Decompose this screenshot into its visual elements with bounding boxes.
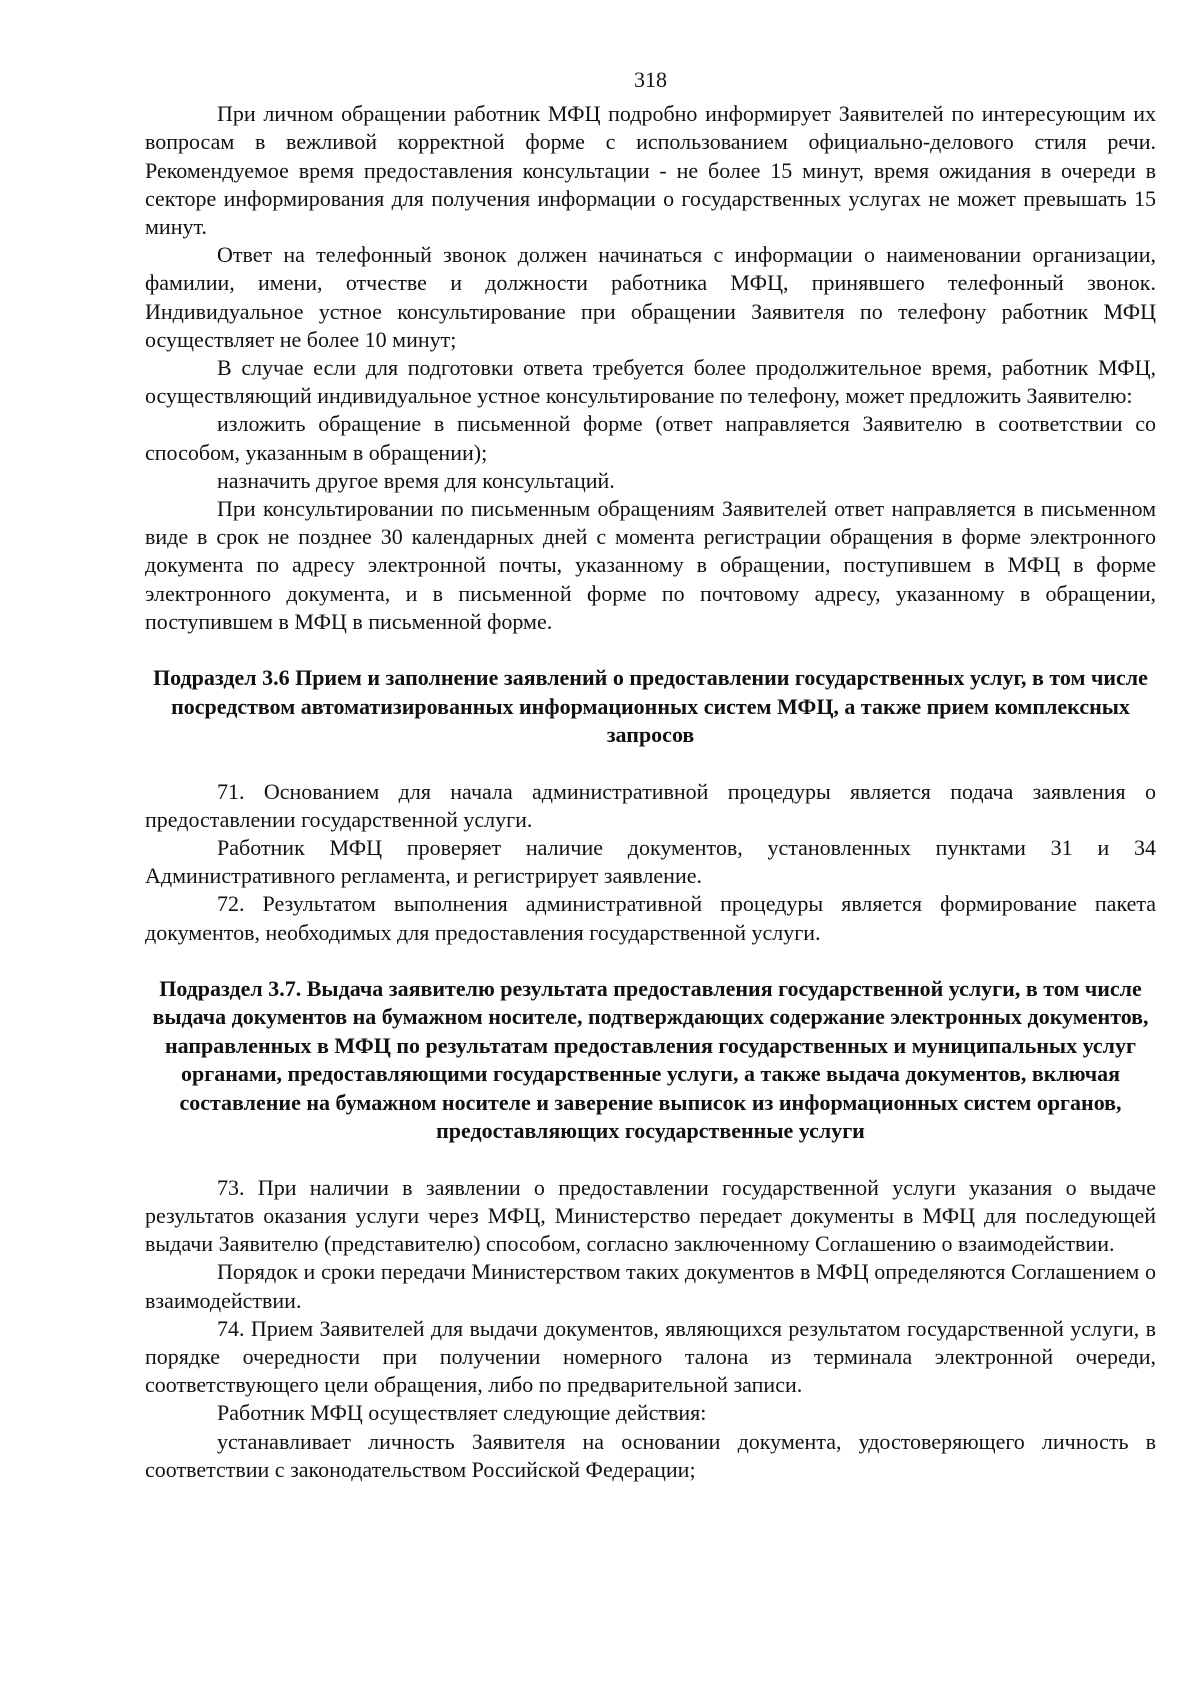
section-heading-3-6: Подраздел 3.6 Прием и заполнение заявлений о предоставлении государственных услуг, в том числе посредством автоматизированных информационных систем МФЦ, а также прием комплексных запросов — [153, 665, 1148, 748]
page-number: 318 — [634, 67, 667, 92]
section-heading-3-7: Подраздел 3.7. Выдача заявителю результата предоставления государственной услуги, в том числе выдача документов на бумажном носителе, подтверждающих содержание электронных документов, направленных в МФЦ по результатам предоставления государственных и муниципальных услуг органами, предоставляющими государственные услуги, а также выдача документов, включая составление на бумажном носителе и заверение выписок из информационных систем органов, предоставляющих государственные услуги — [152, 975, 1149, 1144]
paragraph-item-74: 74. Прием Заявителей для выдачи документов, являющихся результатом государственной услуги, в порядке очередности при получении номерного талона из терминала электронной очереди, соответствующего цели обращения, либо по предварительной записи. — [145, 1315, 1156, 1398]
paragraph-written-form-option: изложить обращение в письменной форме (ответ направляется Заявителю в соответствии со способом, указанным в обращении); — [145, 411, 1156, 465]
paragraph-actions-intro: Работник МФЦ осуществляет следующие действия: — [217, 1400, 707, 1426]
paragraph-identity-check: устанавливает личность Заявителя на основании документа, удостоверяющего личность в соответствии с законодательством Российской Федерации; — [145, 1428, 1156, 1482]
paragraph-written-requests: При консультировании по письменным обращениям Заявителей ответ направляется в письменном виде в срок не позднее 30 календарных дней с момента регистрации обращения в форме электронного документа по адресу электронной почты, указанному в обращении, поступившем в МФЦ в форме электронного документа, и в письменной форме по почтовому адресу, указанному в обращении, поступившем в МФЦ в письменной форме. — [145, 496, 1156, 634]
paragraph-phone-answer: Ответ на телефонный звонок должен начинаться с информации о наименовании организации, фамилии, имени, отчестве и должности работника МФЦ, принявшего телефонный звонок. Индивидуальное устное консультирование при обращении Заявителя по телефону работник МФЦ осуществляет не более 10 минут; — [145, 242, 1156, 352]
paragraph-item-71: 71. Основанием для начала административной процедуры является подача заявления о предоставлении государственной услуги. — [145, 778, 1156, 832]
paragraph-other-time-option: назначить другое время для консультаций. — [217, 467, 615, 493]
document-page — [145, 66, 1156, 1484]
paragraph-document-check: Работник МФЦ проверяет наличие документов, установленных пунктами 31 и 34 Административного регламента, и регистрирует заявление. — [145, 834, 1156, 889]
paragraph-longer-time: В случае если для подготовки ответа требуется более продолжительное время, работник МФЦ, осуществляющий индивидуальное устное консультирование по телефону, может предложить Заявителю: — [145, 355, 1156, 409]
paragraph-consultation-in-person: При личном обращении работник МФЦ подробно информирует Заявителей по интересующим их вопросам в вежливой корректной форме с использованием официально-делового стиля речи. Рекомендуемое время предоставления консультации - не более 15 минут, время ожидания в очереди в секторе информирования для получения информации о государственных услугах не может превышать 15 минут. — [145, 101, 1156, 240]
paragraph-item-73: 73. При наличии в заявлении о предоставлении государственной услуги указания о выдаче результатов оказания услуги через МФЦ, Министерство передает документы в МФЦ для последующей выдачи Заявителю (представителю) способом, согласно заключенному Соглашению о взаимодействии. — [145, 1174, 1156, 1257]
paragraph-item-72: 72. Результатом выполнения административной процедуры является формирование пакета документов, необходимых для предоставления государственной услуги. — [145, 891, 1156, 945]
paragraph-transfer-terms: Порядок и сроки передачи Министерством таких документов в МФЦ определяются Соглашением о взаимодействии. — [145, 1259, 1156, 1313]
